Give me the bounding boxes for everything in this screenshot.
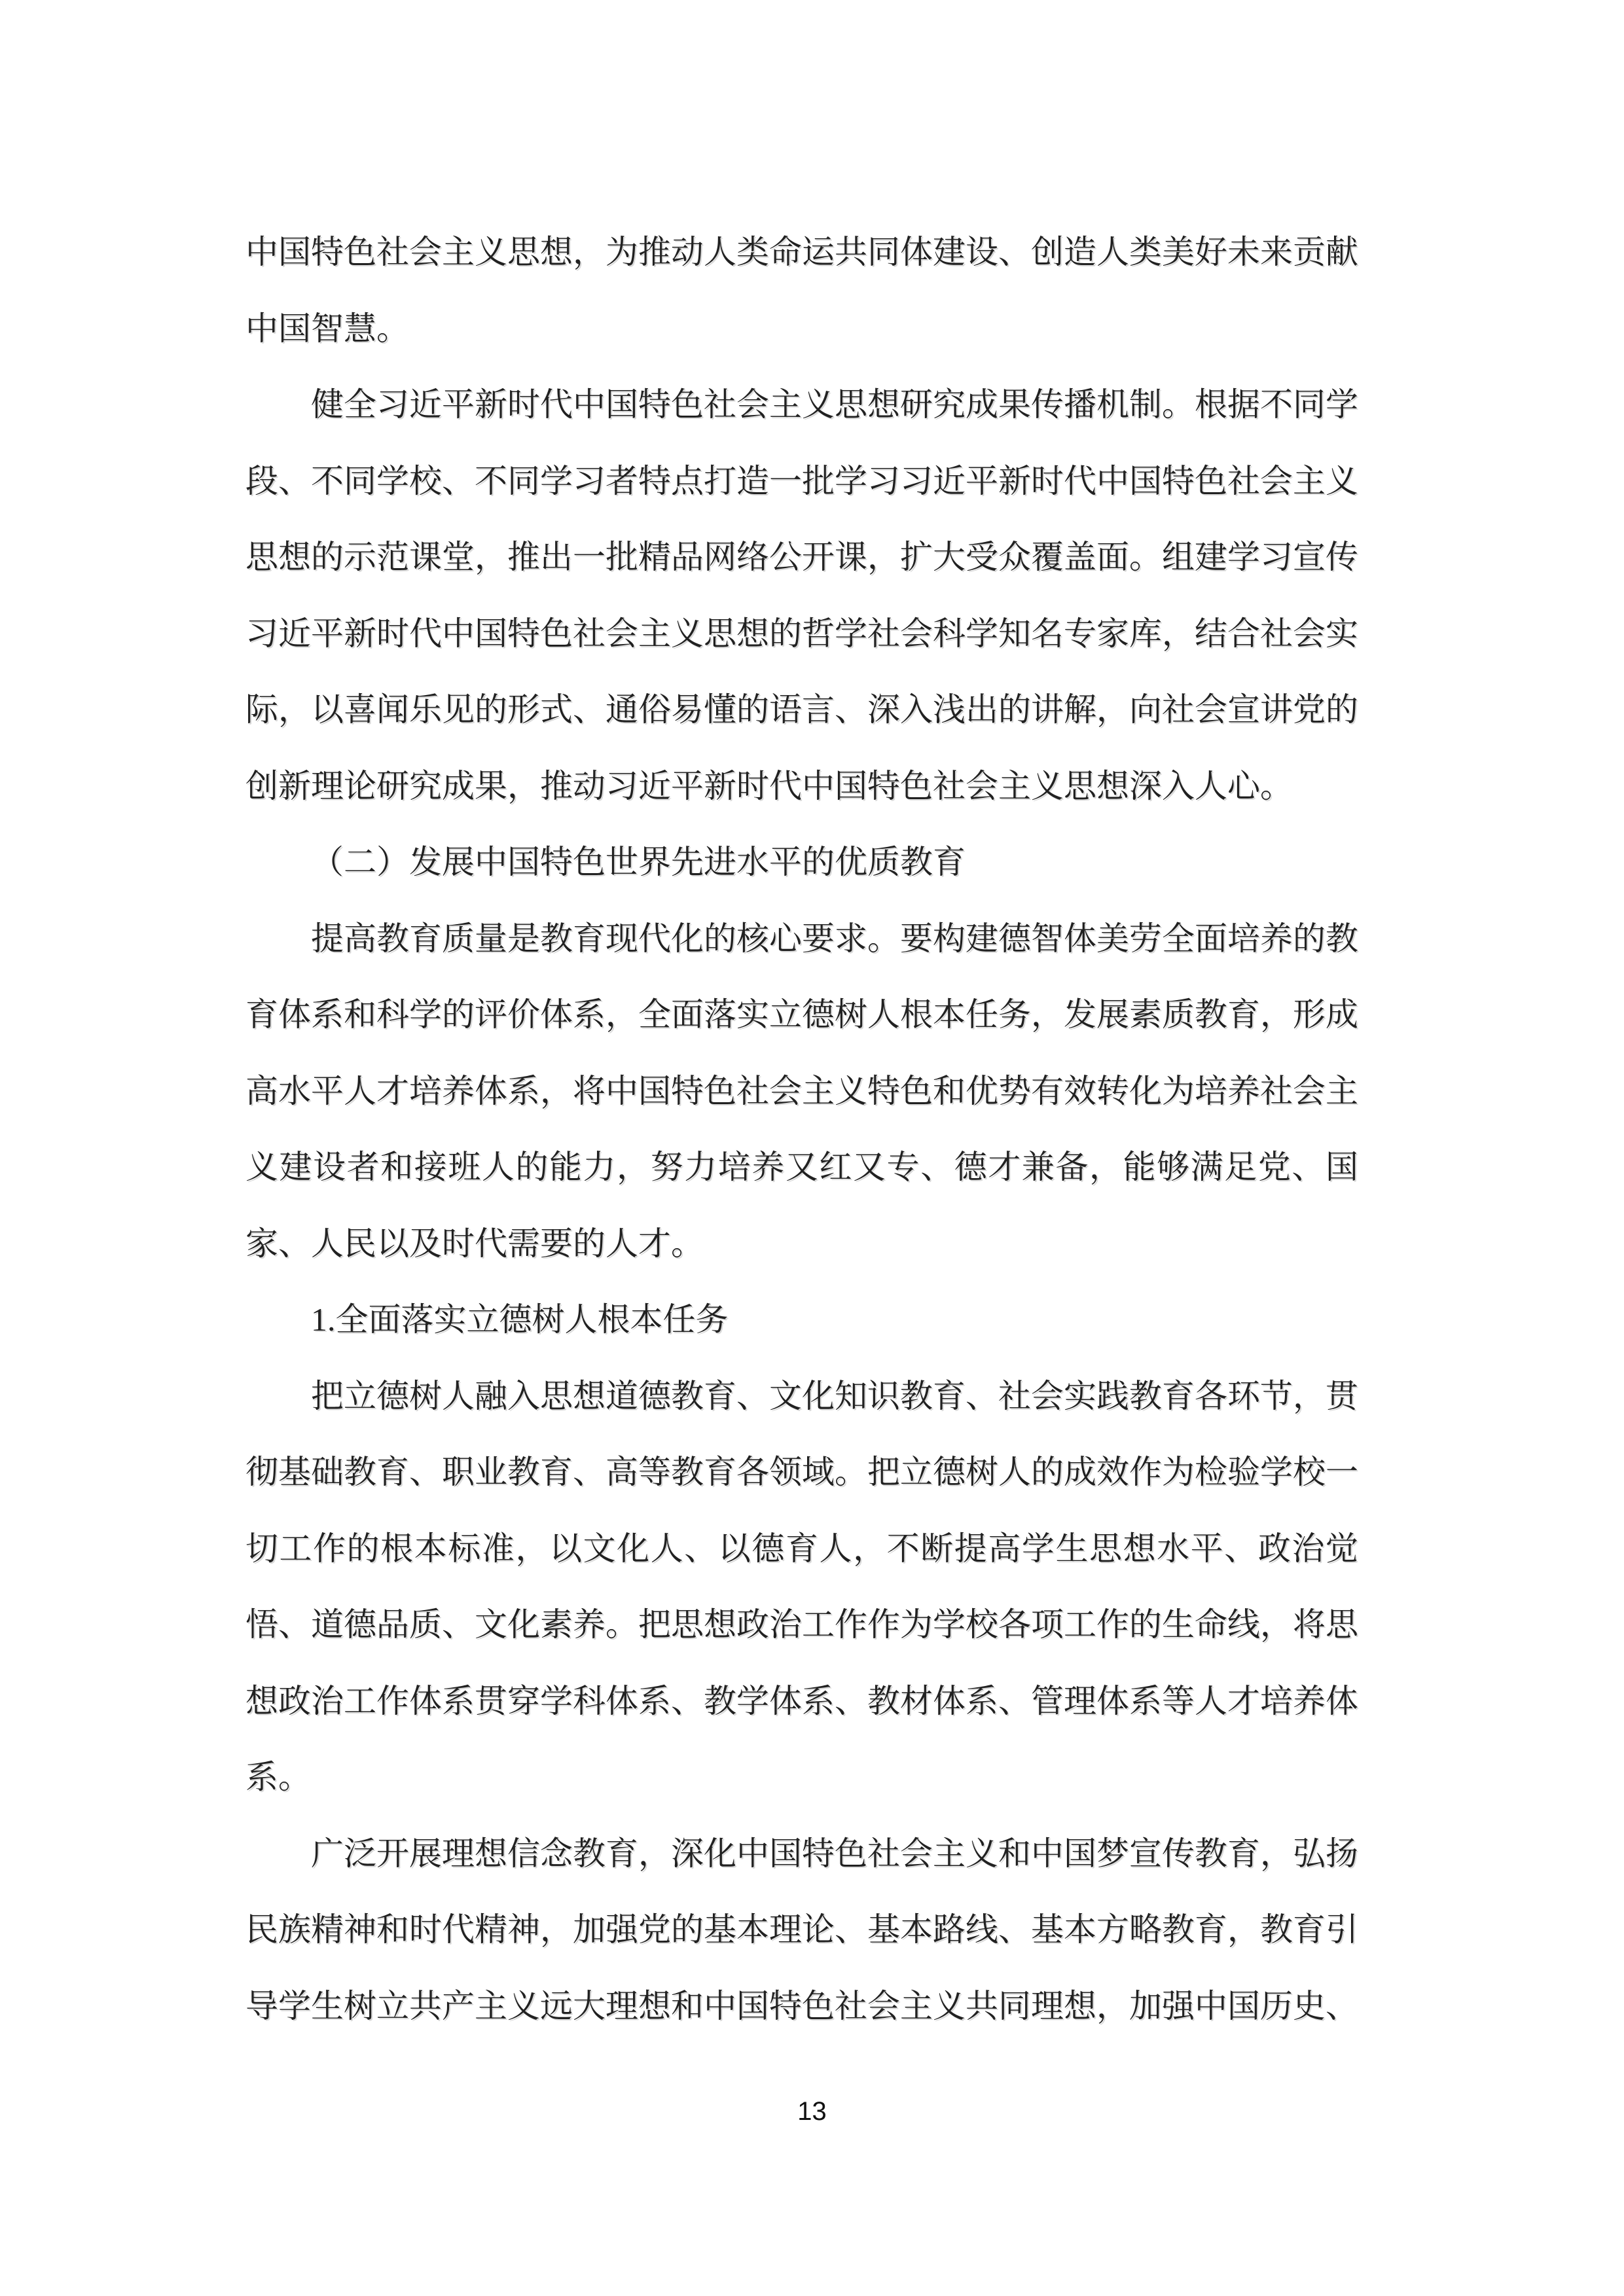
text-line: 段、不同学校、不同学习者特点打造一批学习习近平新时代中国特色社会主义 [245,462,1358,499]
text-line: 习近平新时代中国特色社会主义思想的哲学社会科学知名专家库，结合社会实 [245,615,1358,652]
text-line: 健全习近平新时代中国特色社会主义思想研究成果传播机制。根据不同学 [311,386,1358,423]
text-line: 中国特色社会主义思想，为推动人类命运共同体建设、创造人类美好未来贡献 [245,234,1358,270]
document-body [245,214,1358,2044]
text-line: 家、人民以及时代需要的人才。 [245,1225,704,1262]
page-number: 13 [797,2097,827,2126]
text-line: 育体系和科学的评价体系，全面落实立德树人根本任务，发展素质教育，形成 [245,996,1358,1033]
text-line: 悟、道德品质、文化素养。把思想政治工作作为学校各项工作的生命线，将思 [245,1606,1358,1643]
text-line: 义建设者和接班人的能力，努力培养又红又专、德才兼备，能够满足党、国 [245,1149,1358,1185]
text-line: 导学生树立共产主义远大理想和中国特色社会主义共同理想，加强中国历史、 [245,1987,1358,2024]
text-line: 际，以喜闻乐见的形式、通俗易懂的语言、深入浅出的讲解，向社会宣讲党的 [245,691,1358,728]
text-line: 想政治工作体系贯穿学科体系、教学体系、教材体系、管理体系等人才培养体 [245,1682,1358,1719]
text-line: 创新理论研究成果，推动习近平新时代中国特色社会主义思想深入人心。 [245,767,1293,804]
text-line: 切工作的根本标准，以文化人、以德育人，不断提高学生思想水平、政治觉 [245,1530,1358,1567]
text-line: 系。 [245,1759,311,1795]
text-line: 1.全面落实立德树人根本任务 [311,1301,729,1338]
text-line: （二）发展中国特色世界先进水平的优质教育 [311,844,965,880]
text-line: 中国智慧。 [245,310,409,347]
text-line: 彻基础教育、职业教育、高等教育各领域。把立德树人的成效作为检验学校一 [245,1454,1358,1490]
text-line: 广泛开展理想信念教育，深化中国特色社会主义和中国梦宣传教育，弘扬 [311,1835,1358,1872]
text-line: 高水平人才培养体系，将中国特色社会主义特色和优势有效转化为培养社会主 [245,1072,1358,1109]
text-line: 提高教育质量是教育现代化的核心要求。要构建德智体美劳全面培养的教 [311,920,1358,957]
text-line: 民族精神和时代精神，加强党的基本理论、基本路线、基本方略教育，教育引 [245,1911,1358,1948]
text-line: 把立德树人融入思想道德教育、文化知识教育、社会实践教育各环节，贯 [311,1377,1358,1414]
text-line: 思想的示范课堂，推出一批精品网络公开课，扩大受众覆盖面。组建学习宣传 [245,539,1358,575]
